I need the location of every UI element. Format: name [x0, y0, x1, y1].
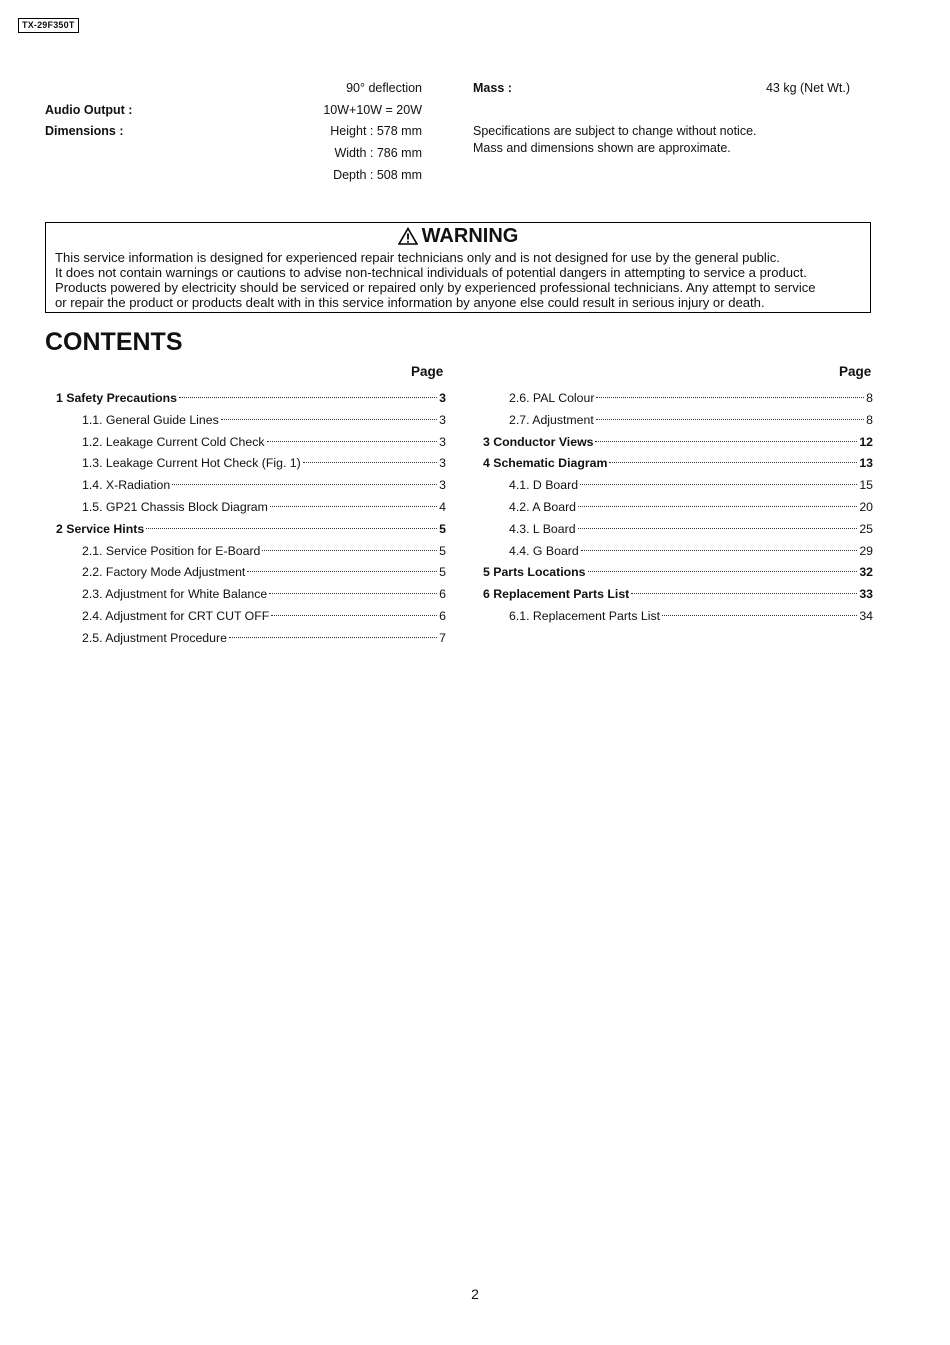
spec-width: Width : 786 mm — [334, 146, 422, 160]
warning-text — [55, 250, 864, 310]
toc-entry-page: 34 — [859, 608, 873, 623]
toc-entry-label: 1.1. General Guide Lines — [82, 412, 219, 427]
toc-entry[interactable] — [483, 431, 873, 453]
spec-note-change: Specifications are subject to change without notice. — [473, 124, 757, 138]
warning-title — [46, 224, 870, 248]
toc-entry-page: 12 — [859, 434, 873, 449]
toc-leader-dots — [580, 484, 857, 485]
toc-leader-dots — [578, 528, 858, 529]
toc-entry-label: 1 Safety Precautions — [56, 391, 177, 405]
toc-entry-label: 2.2. Factory Mode Adjustment — [82, 565, 246, 580]
toc-leader-dots — [146, 528, 437, 529]
toc-entry-label: 4.4. G Board — [509, 543, 579, 558]
toc-leader-dots — [303, 462, 437, 463]
toc-entry-page: 5 — [439, 521, 446, 536]
toc-leader-dots — [595, 441, 857, 442]
toc-entry[interactable] — [56, 496, 446, 518]
toc-entry[interactable] — [483, 387, 873, 409]
toc-leader-dots — [581, 550, 858, 551]
toc-entry-label: 2.7. Adjustment — [509, 412, 594, 427]
toc-leader-dots — [271, 615, 437, 616]
toc-entry[interactable] — [483, 561, 873, 583]
toc-leader-dots — [631, 593, 857, 594]
toc-entry-label: 1.2. Leakage Current Cold Check — [82, 434, 265, 449]
toc-entry[interactable] — [56, 431, 446, 453]
toc-entry[interactable] — [483, 583, 873, 605]
toc-entry-label: 1.5. GP21 Chassis Block Diagram — [82, 499, 268, 514]
toc-entry-page: 5 — [439, 543, 446, 558]
toc-entry[interactable] — [56, 540, 446, 562]
toc-entry-page: 32 — [859, 565, 873, 580]
toc-entry-label: 6.1. Replacement Parts List — [509, 608, 661, 623]
toc-leader-dots — [588, 571, 858, 572]
spec-mass-label: Mass : — [473, 81, 512, 95]
toc-entry-page: 8 — [866, 391, 873, 405]
toc-entry[interactable] — [483, 474, 873, 496]
toc-entry-label: 4.3. L Board — [509, 521, 576, 536]
toc-leader-dots — [269, 593, 437, 594]
spec-dimensions-label: Dimensions : — [45, 124, 124, 138]
toc-entry-label: 1.3. Leakage Current Hot Check (Fig. 1) — [82, 456, 301, 471]
toc-leader-dots — [229, 637, 437, 638]
toc-entry-page: 15 — [859, 478, 873, 493]
toc-entry-label: 2.6. PAL Colour — [509, 391, 595, 405]
toc-leader-dots — [267, 441, 438, 442]
spec-audio-value: 10W+10W = 20W — [323, 103, 422, 117]
warning-line: It does not contain warnings or cautions to advise non-technical individuals of potential dangers in attempting to service a product. — [55, 265, 807, 280]
toc-entry-page: 8 — [866, 412, 873, 427]
page-header-right: Page — [839, 364, 872, 379]
page-number: 2 — [471, 1286, 479, 1302]
toc-leader-dots — [270, 506, 437, 507]
toc-leader-dots — [172, 484, 437, 485]
toc-entry-label: 2 Service Hints — [56, 521, 145, 536]
toc-entry[interactable] — [56, 452, 446, 474]
toc-entry-page: 3 — [439, 412, 446, 427]
toc-entry-label: 4.1. D Board — [509, 478, 579, 493]
toc-entry-label: 6 Replacement Parts List — [483, 587, 630, 602]
toc-entry-page: 7 — [439, 630, 446, 645]
toc-entry-page: 5 — [439, 565, 446, 580]
toc-left-column — [56, 387, 446, 649]
warning-line: This service information is designed for experienced repair technicians only and is not designed for use by the general public. — [55, 250, 780, 265]
toc-entry[interactable] — [483, 518, 873, 540]
spec-deflection: 90° deflection — [346, 81, 422, 95]
warning-line: or repair the product or products dealt with in this service information by anyone else could result in serious injury or death. — [55, 295, 765, 310]
toc-entry[interactable] — [56, 387, 446, 409]
toc-entry-page: 29 — [859, 543, 873, 558]
toc-entry[interactable] — [483, 496, 873, 518]
toc-entry[interactable] — [56, 518, 446, 540]
spec-note-approx: Mass and dimensions shown are approximate. — [473, 141, 731, 155]
toc-leader-dots — [662, 615, 857, 616]
model-tag: TX-29F350T — [18, 18, 79, 33]
toc-entry[interactable] — [56, 474, 446, 496]
toc-entry-page: 4 — [439, 499, 446, 514]
toc-entry[interactable] — [483, 540, 873, 562]
toc-entry-label: 2.5. Adjustment Procedure — [82, 630, 227, 645]
spec-audio-label: Audio Output : — [45, 103, 133, 117]
toc-entry-page: 3 — [439, 478, 446, 493]
toc-entry[interactable] — [56, 627, 446, 649]
toc-entry-label: 5 Parts Locations — [483, 565, 586, 580]
spec-mass-value: 43 kg (Net Wt.) — [765, 81, 850, 95]
toc-leader-dots — [578, 506, 857, 507]
toc-entry-label: 2.4. Adjustment for CRT CUT OFF — [82, 608, 270, 623]
toc-entry[interactable] — [483, 409, 873, 431]
toc-leader-dots — [179, 397, 437, 398]
toc-entry-page: 33 — [859, 587, 873, 602]
toc-entry-page: 3 — [439, 391, 446, 405]
toc-entry-page: 6 — [439, 608, 446, 623]
toc-entry-page: 20 — [859, 499, 873, 514]
toc-entry-label: 3 Conductor Views — [483, 434, 594, 449]
contents-title: CONTENTS — [45, 328, 183, 356]
page-header-left: Page — [411, 364, 444, 379]
toc-entry-page: 6 — [439, 587, 446, 602]
toc-leader-dots — [596, 419, 864, 420]
toc-entry-label: 1.4. X-Radiation — [82, 478, 171, 493]
toc-leader-dots — [609, 462, 857, 463]
toc-leader-dots — [221, 419, 437, 420]
toc-entry-label: 2.3. Adjustment for White Balance — [82, 587, 268, 602]
toc-entry-page: 3 — [439, 434, 446, 449]
toc-entry-label: 2.1. Service Position for E-Board — [82, 543, 261, 558]
warning-triangle-icon — [398, 227, 418, 245]
toc-entry[interactable] — [56, 583, 446, 605]
toc-leader-dots — [262, 550, 437, 551]
toc-entry[interactable] — [56, 561, 446, 583]
toc-leader-dots — [596, 397, 864, 398]
warning-line: Products powered by electricity should be serviced or repaired only by experienced professional technicians. Any attempt to service — [55, 280, 816, 295]
toc-leader-dots — [247, 571, 437, 572]
warning-title-text: WARNING — [421, 225, 519, 247]
toc-entry-label: 4.2. A Board — [509, 499, 577, 514]
warning-box — [45, 222, 871, 313]
toc-entry[interactable] — [56, 409, 446, 431]
toc-entry-page: 13 — [859, 456, 873, 471]
toc-entry[interactable] — [56, 605, 446, 627]
toc-entry[interactable] — [483, 452, 873, 474]
toc-right-column — [483, 387, 873, 627]
toc-entry-label: 4 Schematic Diagram — [483, 456, 608, 471]
spec-height: Height : 578 mm — [330, 124, 422, 138]
toc-entry[interactable] — [483, 605, 873, 627]
toc-entry-page: 3 — [439, 456, 446, 471]
toc-entry-page: 25 — [859, 521, 873, 536]
spec-depth: Depth : 508 mm — [333, 168, 422, 182]
